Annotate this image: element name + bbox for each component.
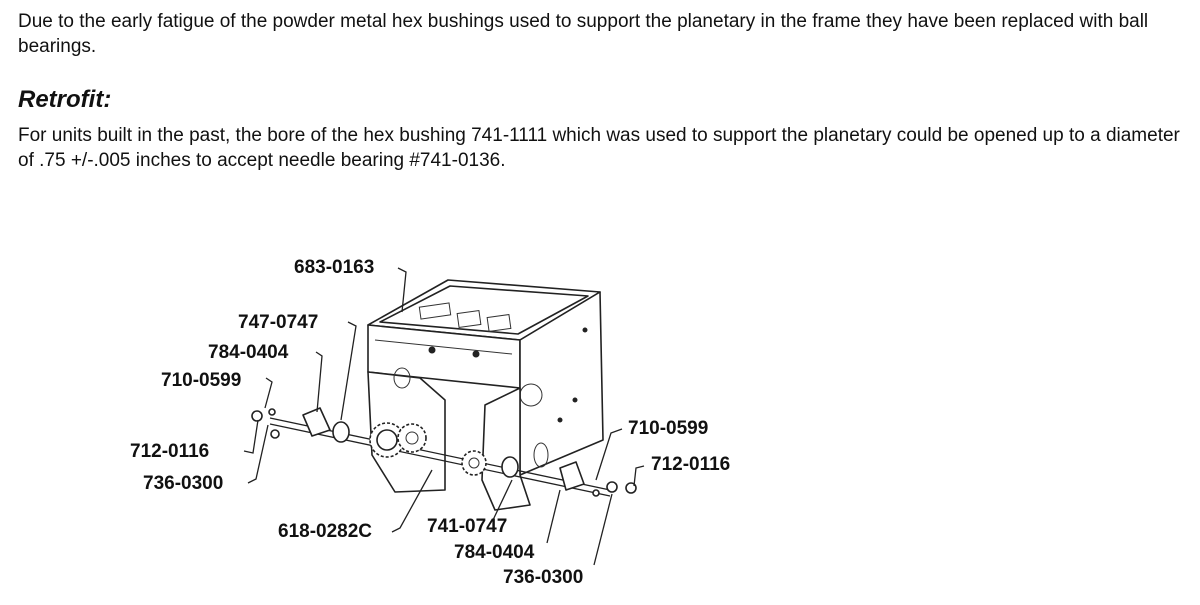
part-label-736-0300-left: 736-0300 xyxy=(143,473,224,494)
part-label-618-0282C: 618-0282C xyxy=(278,521,373,542)
part-label-710-0599-right: 710-0599 xyxy=(628,418,709,439)
intro-paragraph: Due to the early fatigue of the powder metal hex bushings used to support the planetary in the frame they have been replaced with ball bearings. xyxy=(18,11,1149,57)
part-label-712-0116-right: 712-0116 xyxy=(651,454,731,475)
part-label-736-0300-right: 736-0300 xyxy=(503,567,584,588)
part-label-784-0404-right: 784-0404 xyxy=(454,542,535,563)
part-label-710-0599-left: 710-0599 xyxy=(161,370,242,391)
exploded-parts-diagram xyxy=(0,235,900,605)
retrofit-heading: Retrofit: xyxy=(18,86,112,113)
part-label-712-0116-left: 712-0116 xyxy=(130,441,210,462)
part-label-784-0404-left: 784-0404 xyxy=(208,342,289,363)
part-label-683-0163: 683-0163 xyxy=(294,257,375,278)
part-label-741-0747: 741-0747 xyxy=(427,516,508,537)
part-label-747-0747: 747-0747 xyxy=(238,312,319,333)
retrofit-paragraph: For units built in the past, the bore of the hex bushing 741-1111 which was used to support the planetary could be opened up to a diameter of .75 +/-.005 inches to accept needle bearing #741-0136. xyxy=(18,125,1180,171)
